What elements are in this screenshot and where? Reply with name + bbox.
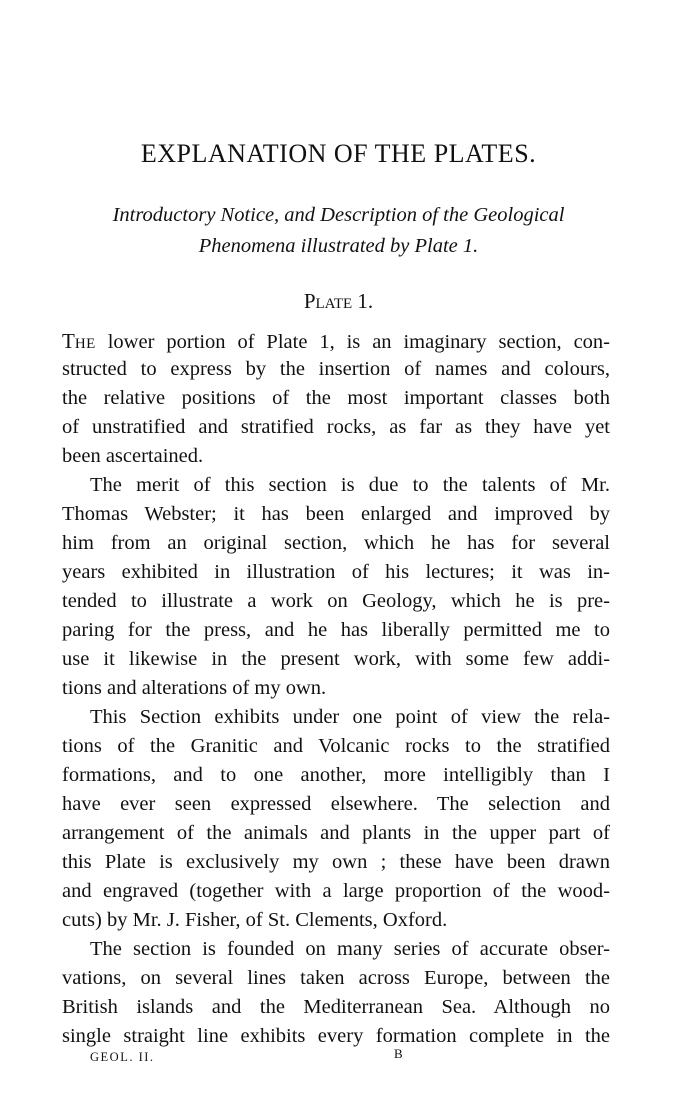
body-line: of unstratified and stratified rocks, as far as they have yet [62,416,610,438]
body-line: years exhibited in illustration of his lectures; it was in- [62,561,610,583]
body-line: formations, and to one another, more intelligibly than I [62,764,610,786]
plate-heading-smallcaps: LATE [315,296,353,312]
plate-heading [0,289,677,314]
body-line: have ever seen expressed elsewhere. The selection and [62,793,610,815]
body-line: vations, on several lines taken across Europe, between the [62,967,610,989]
lead-word-initial: T [62,329,75,353]
body-line: arrangement of the animals and plants in the upper part of [62,822,610,844]
subtitle-line-1: Introductory Notice, and Description of the Geological [112,204,565,226]
body-line: and engraved (together with a large proportion of the wood- [62,880,610,902]
body-line: tended to illustrate a work on Geology, which he is pre- [62,590,610,612]
body-line: This Section exhibits under one point of view the rela- [90,706,610,728]
body-line: use it likewise in the present work, with some few addi- [62,648,610,670]
plate-heading-initial: P [303,289,316,313]
body-line: The section is founded on many series of accurate obser- [90,938,610,960]
body-line-1-text: lower portion of Plate 1, is an imaginary section, con- [95,331,610,353]
signature-mark: GEOL. II. [90,1050,155,1064]
body-line: cuts) by Mr. J. Fisher, of St. Clements, Oxford. [62,909,448,931]
plate-heading-number: 1. [352,289,374,313]
body-line: tions of the Granitic and Volcanic rocks to the stratified [62,735,610,757]
body-line: tions and alterations of my own. [62,677,327,699]
subtitle-line-2: Phenomena illustrated by Plate 1. [198,235,479,257]
body-line: structed to express by the insertion of names and colours, [62,358,610,380]
body-line: been ascertained. [62,445,204,467]
body-line: paring for the press, and he has liberally permitted me to [62,619,610,641]
body-line: the relative positions of the most important classes both [62,387,610,409]
lead-word-smallcaps: HE [74,336,96,352]
page-title: EXPLANATION OF THE PLATES. [140,139,537,168]
body-line: The merit of this section is due to the talents of Mr. [90,474,610,496]
body-line: single straight line exhibits every formation complete in the [62,1025,610,1047]
body-line: him from an original section, which he has for several [62,532,610,554]
gathering-letter: B [394,1046,403,1061]
body-line: Thomas Webster; it has been enlarged and improved by [62,503,610,525]
body-line: British islands and the Mediterranean Sea. Although no [62,996,610,1018]
body-line: this Plate is exclusively my own ; these have been drawn [62,851,610,873]
body-line-1 [62,329,610,354]
